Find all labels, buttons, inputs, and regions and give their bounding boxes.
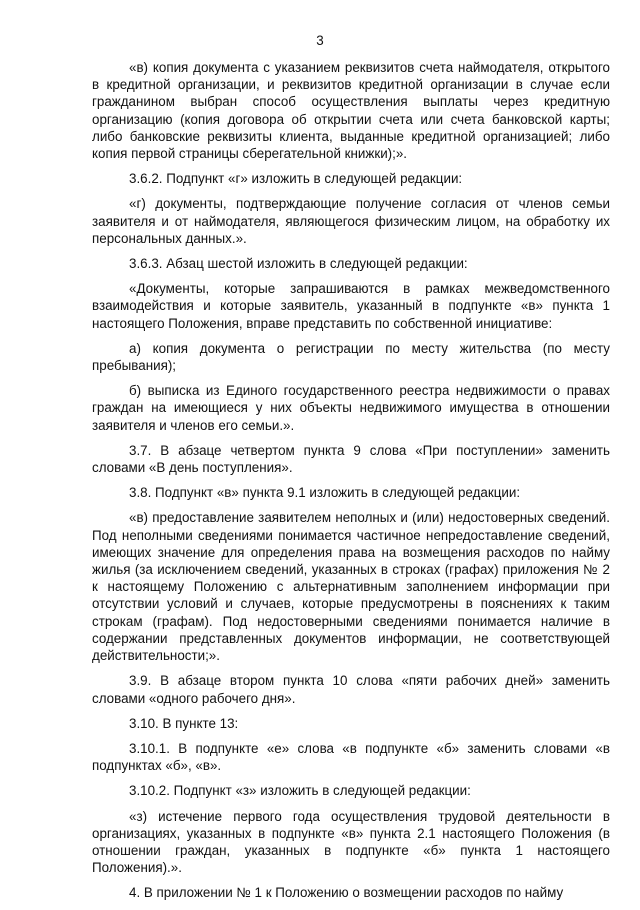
paragraph: «з) истечение первого года осуществления трудовой деятельности в организациях, указанных в подпункте «в» пункта 2.1 настоящего Положения (в отношении граждан, указанных в подпункте «б» пункта 1 настоящего Положения).».	[92, 808, 610, 876]
paragraph: 3.6.3. Абзац шестой изложить в следующей редакции:	[129, 256, 468, 272]
page-number: 3	[316, 33, 324, 48]
paragraph: 3.10.1. В подпункте «е» слова «в подпункте «б» заменить словами «в подпунктах «б», «в».	[92, 740, 610, 774]
paragraph: 3.10. В пункте 13:	[129, 715, 239, 731]
paragraph: 4. В приложении № 1 к Положению о возмещении расходов по найму	[129, 885, 564, 901]
paragraph: «в) предоставление заявителем неполных и (или) недостоверных сведений. Под неполными сведениями понимается частичное непредоставление сведений, имеющих значение для определения права на возмещения расходов по найму жилья (за исключением сведений, указанных в строках (графах) приложения № 2 к настоящему Положению с альтернативным заполнением информации при отсутствии условий и случаев, которые предусмотрены в пояснениях к таким строкам (графам). Под недостоверными сведениями понимается наличие в содержании представленных документов информации, не соответствующей действительности;».	[92, 510, 610, 664]
paragraph: 3.7. В абзаце четвертом пункта 9 слова «При поступлении» заменить словами «В день поступления».	[92, 442, 610, 476]
paragraph: «г) документы, подтверждающие получение согласия от членов семьи заявителя и от наймодателя, являющегося физическим лицом, на обработку их персональных данных.».	[92, 196, 610, 246]
paragraph: «в) копия документа с указанием реквизитов счета наймодателя, открытого в кредитной организации, и реквизитов кредитной организации в случае если гражданином выбран способ осуществления выплаты через кредитную организацию (копия договора об открытии счета или счета банковской карты; либо банковские реквизиты клиента, выданные кредитной организацией; либо копия первой страницы сберегательной книжки);».	[92, 60, 610, 162]
paragraph: б) выписка из Единого государственного реестра недвижимости о правах граждан на имеющиеся у них объекты недвижимого имущества в отношении заявителя и членов его семьи.».	[92, 383, 610, 433]
paragraph: «Документы, которые запрашиваются в рамках межведомственного взаимодействия и которые заявитель, указанный в подпункте «в» пункта 1 настоящего Положения, вправе представить по собственной инициативе:	[92, 281, 610, 331]
document-body	[92, 59, 610, 910]
paragraph: 3.8. Подпункт «в» пункта 9.1 изложить в следующей редакции:	[129, 485, 521, 501]
paragraph: а) копия документа о регистрации по месту жительства (по месту пребывания);	[92, 340, 610, 374]
paragraph: 3.10.2. Подпункт «з» изложить в следующей редакции:	[129, 783, 471, 799]
paragraph: 3.6.2. Подпункт «г» изложить в следующей редакции:	[129, 171, 463, 187]
paragraph: 3.9. В абзаце втором пункта 10 слова «пяти рабочих дней» заменить словами «одного рабочего дня».	[92, 673, 610, 706]
